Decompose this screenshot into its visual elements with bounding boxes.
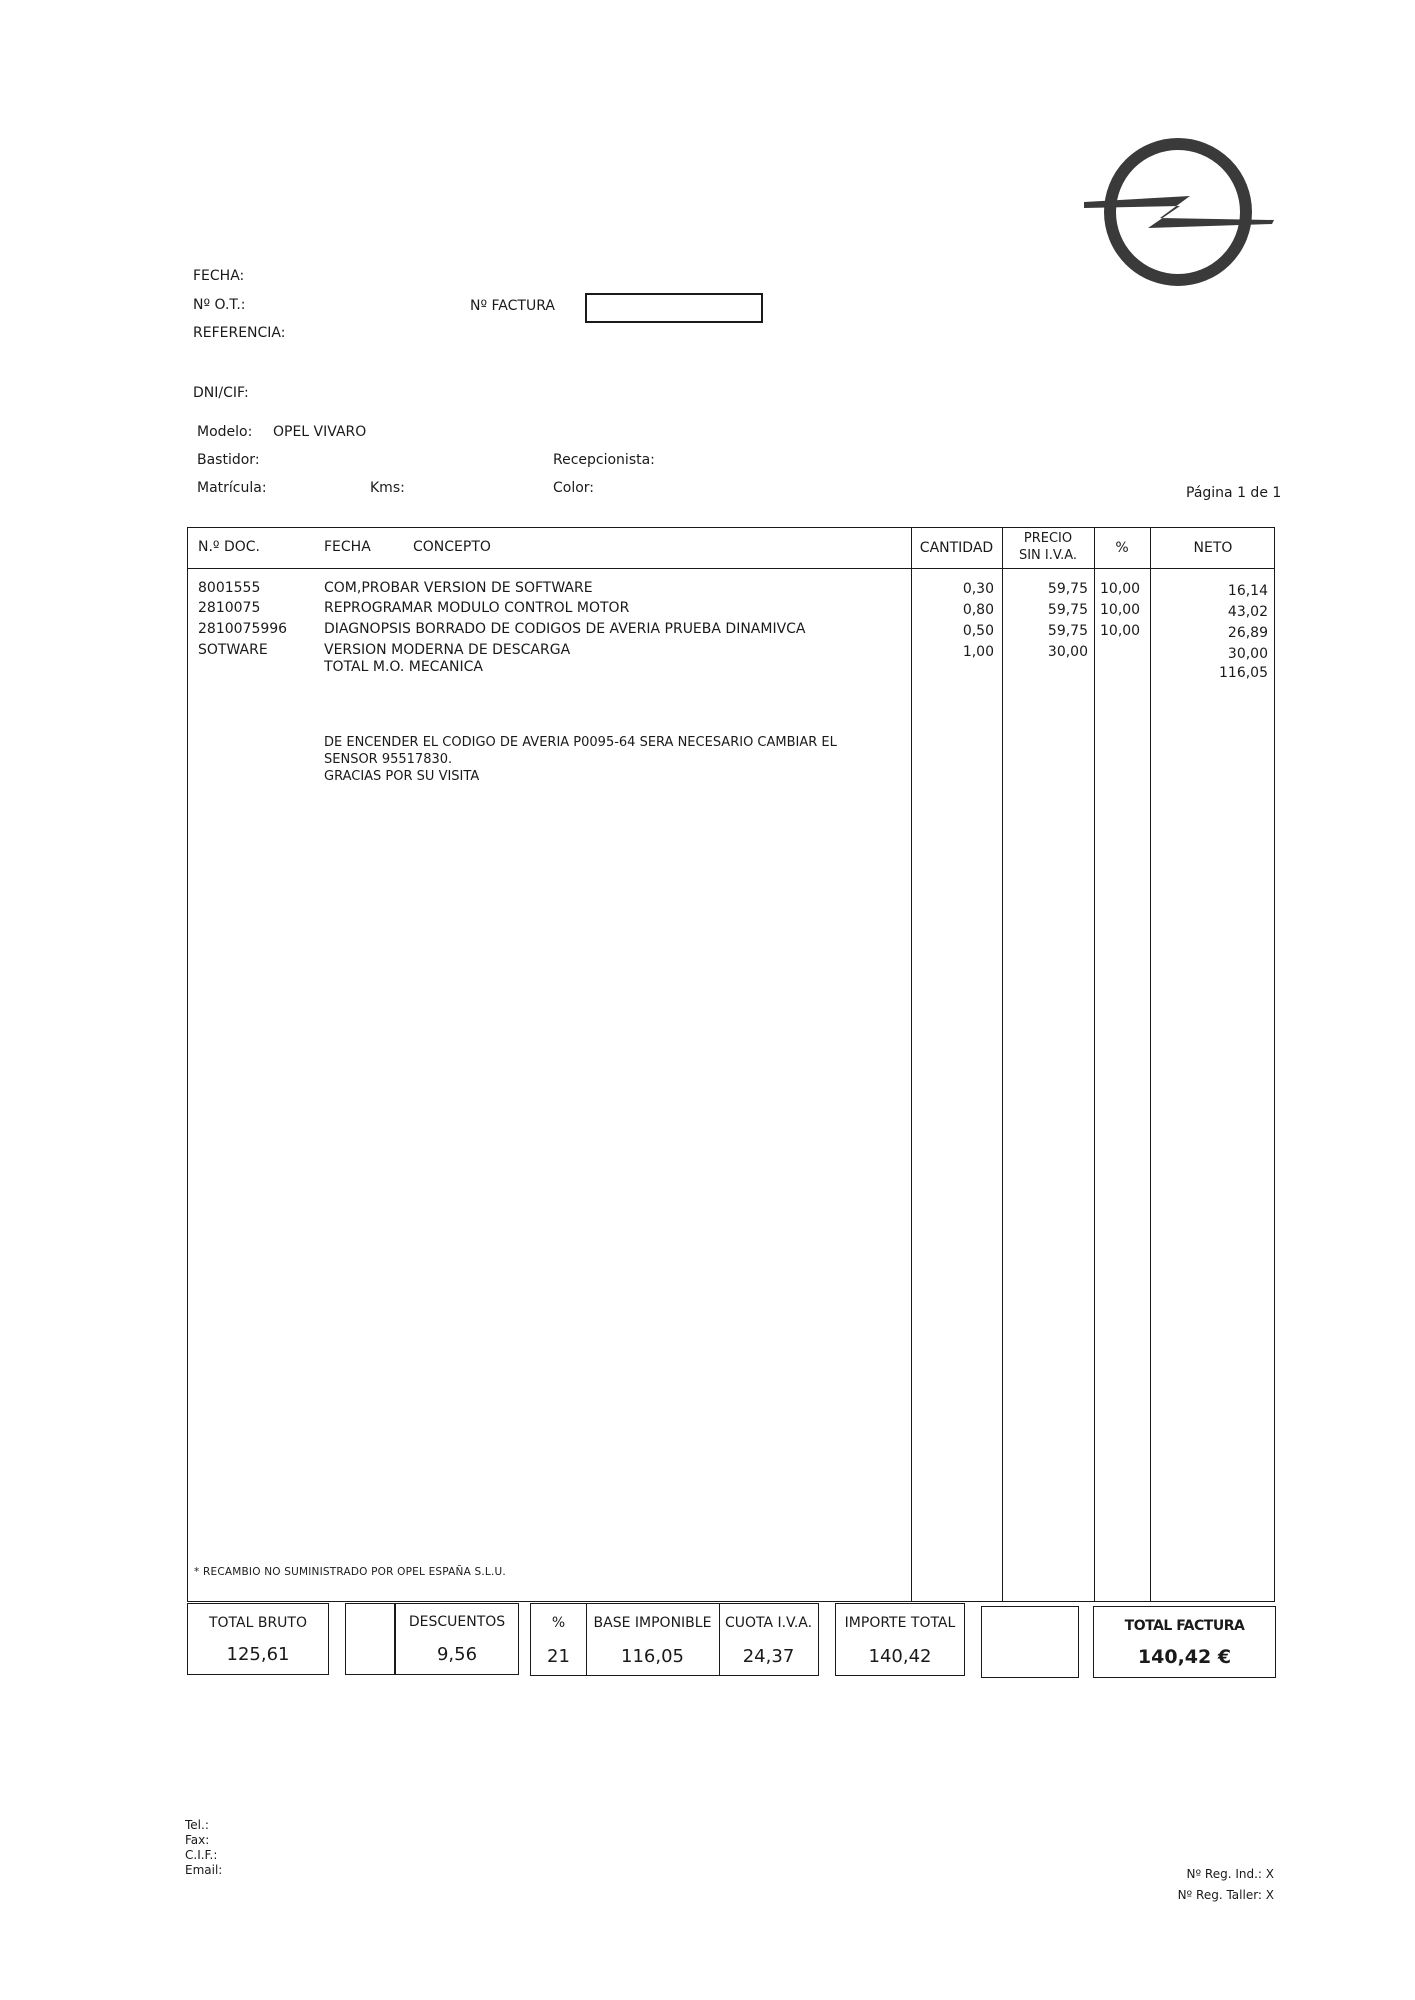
note-line-3: GRACIAS POR SU VISITA (324, 769, 480, 784)
opel-logo (1078, 130, 1278, 290)
total-factura-box (1093, 1606, 1276, 1678)
empty-box (981, 1606, 1079, 1678)
total-factura-value: 140,42 € (1137, 1646, 1232, 1668)
footer-fax: Fax: (185, 1833, 210, 1847)
descuentos-box (395, 1603, 519, 1675)
col-header-concepto: CONCEPTO (413, 539, 491, 555)
table-header-divider (188, 568, 1274, 569)
matricula-label: Matrícula: (197, 480, 267, 496)
cuota-iva-value: 24,37 (742, 1646, 795, 1667)
row-cantidad: 0,50 (962, 623, 994, 639)
row-cantidad: 1,00 (962, 644, 994, 660)
base-imponible-value: 116,05 (621, 1646, 684, 1667)
page-indicator: Página 1 de 1 (1186, 485, 1282, 501)
descuentos-label: DESCUENTOS (408, 1614, 506, 1630)
col-header-pct: % (1115, 540, 1129, 556)
footer-reg-taller: Nº Reg. Taller: X (1177, 1888, 1274, 1902)
note-line-1: DE ENCENDER EL CODIGO DE AVERIA P0095-64 SERA NECESARIO CAMBIAR EL (324, 735, 837, 750)
cuota-iva-label: CUOTA I.V.A. (724, 1615, 813, 1631)
importe-total-label: IMPORTE TOTAL (844, 1615, 956, 1631)
iva-box (530, 1603, 819, 1676)
row-precio: 30,00 (1047, 644, 1088, 660)
row-cantidad: 0,80 (962, 602, 994, 618)
row-pct: 10,00 (1100, 602, 1141, 618)
column-divider (911, 528, 912, 1601)
factura-number-label: Nº FACTURA (470, 298, 555, 314)
col-header-precio: PRECIO (1023, 531, 1073, 546)
modelo-label: Modelo: (197, 424, 253, 440)
col-header-cantidad: CANTIDAD (919, 540, 994, 556)
total-bruto-value: 125,61 (226, 1644, 290, 1665)
col-header-precio-sub: SIN I.V.A. (1018, 548, 1078, 563)
row-precio: 59,75 (1047, 602, 1088, 618)
items-table (187, 527, 1275, 1602)
row-concepto: COM,PROBAR VERSION DE SOFTWARE (324, 580, 593, 596)
row-neto: 26,89 (1227, 625, 1268, 641)
total-mo-label: TOTAL M.O. MECANICA (324, 659, 483, 675)
fecha-label: FECHA: (193, 268, 245, 284)
column-divider (1094, 528, 1095, 1601)
footer-email: Email: (185, 1863, 223, 1877)
row-cantidad: 0,30 (962, 581, 994, 597)
row-concepto: VERSION MODERNA DE DESCARGA (324, 642, 571, 658)
footer-cif: C.I.F.: (185, 1848, 218, 1862)
base-imponible-label: BASE IMPONIBLE (593, 1615, 712, 1631)
note-line-2: SENSOR 95517830. (324, 752, 453, 767)
modelo-value: OPEL VIVARO (273, 424, 367, 440)
row-doc: 8001555 (198, 580, 261, 596)
kms-label: Kms: (370, 480, 405, 496)
row-precio: 59,75 (1047, 581, 1088, 597)
column-divider (1150, 528, 1151, 1601)
recepcionista-label: Recepcionista: (553, 452, 655, 468)
col-header-neto: NETO (1193, 540, 1233, 556)
col-header-fecha: FECHA (324, 539, 371, 555)
dni-label: DNI/CIF: (193, 385, 249, 401)
pct-value: 21 (547, 1646, 570, 1667)
empty-box (345, 1603, 395, 1675)
row-doc: 2810075996 (198, 621, 288, 637)
row-concepto: DIAGNOPSIS BORRADO DE CODIGOS DE AVERIA PRUEBA DINAMIVCA (324, 621, 806, 637)
row-doc: SOTWARE (198, 642, 268, 658)
row-neto: 43,02 (1227, 604, 1268, 620)
row-neto: 30,00 (1227, 646, 1268, 662)
row-neto: 16,14 (1227, 583, 1268, 599)
referencia-label: REFERENCIA: (193, 325, 286, 341)
total-mo-value: 116,05 (1219, 665, 1268, 681)
row-pct: 10,00 (1100, 623, 1141, 639)
importe-total-value: 140,42 (868, 1646, 932, 1667)
column-divider (1002, 528, 1003, 1601)
row-precio: 59,75 (1047, 623, 1088, 639)
row-concepto: REPROGRAMAR MODULO CONTROL MOTOR (324, 600, 630, 616)
color-label: Color: (553, 480, 595, 496)
footer-reg-ind: Nº Reg. Ind.: X (1186, 1867, 1274, 1881)
factura-number-box (585, 293, 763, 323)
row-pct: 10,00 (1100, 581, 1141, 597)
footer-tel: Tel.: (185, 1818, 209, 1832)
total-factura-label: TOTAL FACTURA (1124, 1618, 1245, 1634)
total-bruto-box (187, 1603, 329, 1675)
bastidor-label: Bastidor: (197, 452, 260, 468)
total-bruto-label: TOTAL BRUTO (208, 1615, 307, 1631)
recambio-note: * RECAMBIO NO SUMINISTRADO POR OPEL ESPAÑA S.L.U. (194, 1566, 506, 1578)
importe-total-box (835, 1603, 965, 1676)
col-header-doc: N.º DOC. (198, 539, 260, 555)
pct-label: % (551, 1615, 566, 1631)
ot-label: Nº O.T.: (193, 297, 246, 313)
descuentos-value: 9,56 (436, 1644, 478, 1665)
row-doc: 2810075 (198, 600, 261, 616)
